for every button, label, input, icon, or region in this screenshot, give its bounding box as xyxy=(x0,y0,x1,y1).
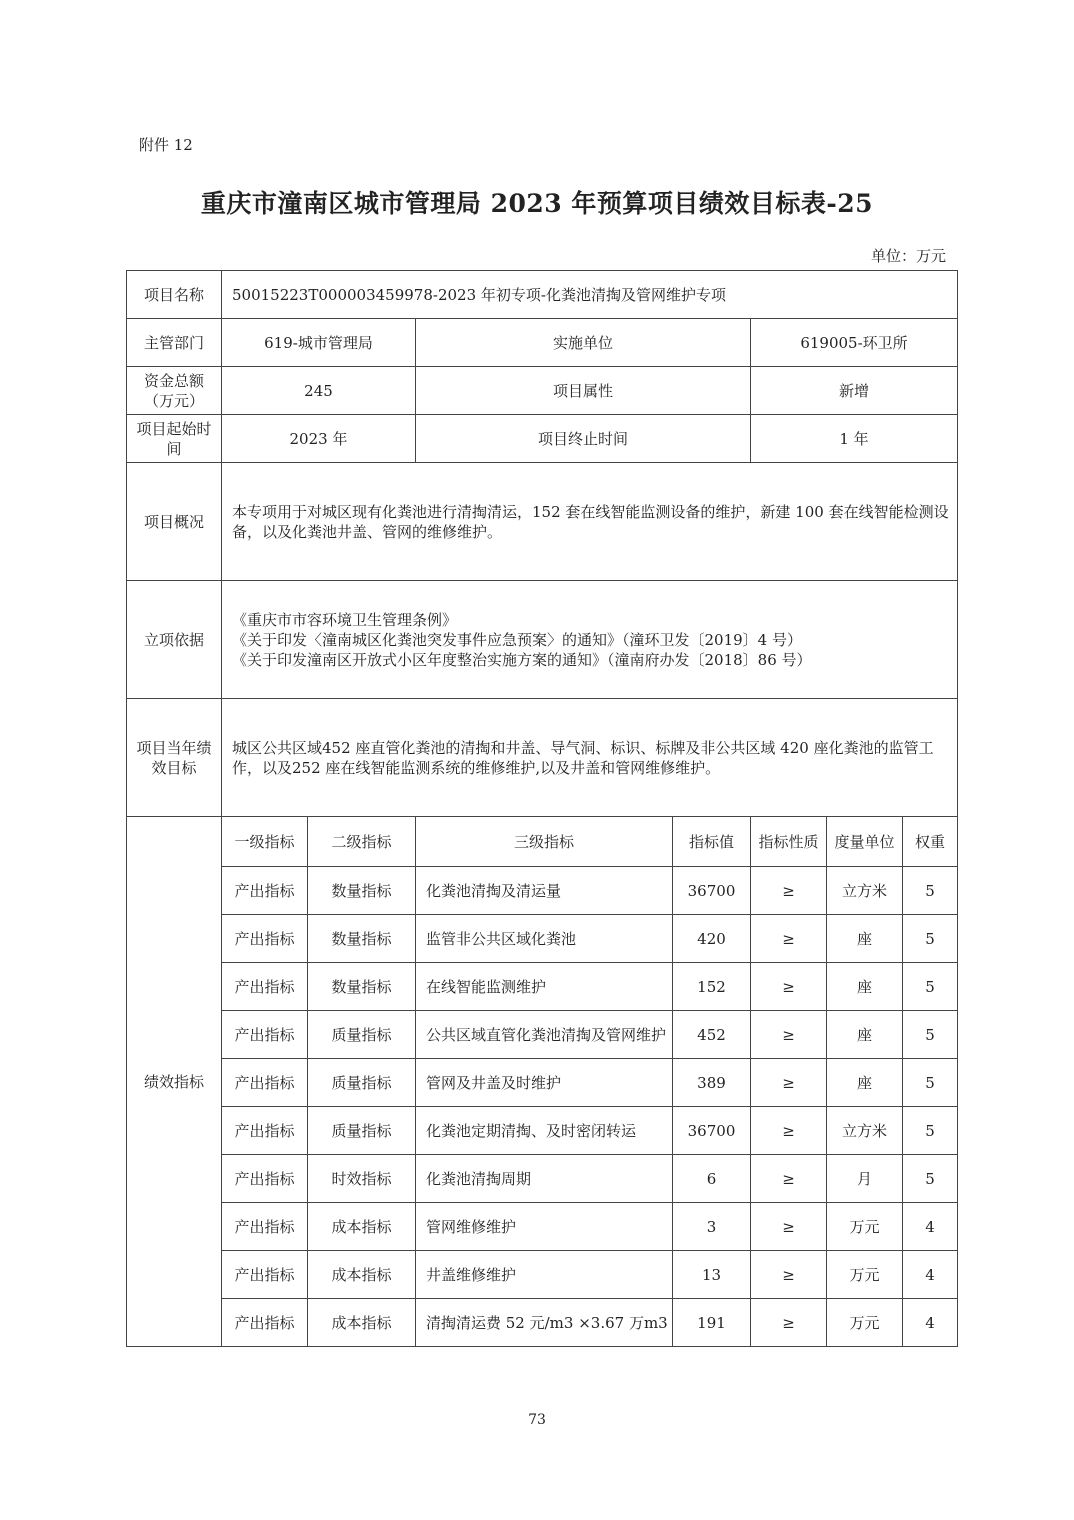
overview-text: 本专项用于对城区现有化粪池进行清掏清运，152 套在线智能监测设备的维护，新建 100 套在线智能检测设备，以及化粪池井盖、管网的维修维护。 xyxy=(222,463,958,581)
indicator-cell: 36700 xyxy=(673,1107,751,1155)
indicator-cell: 5 xyxy=(903,867,958,915)
indicator-cell: 座 xyxy=(827,915,903,963)
indicator-row xyxy=(127,1155,958,1203)
indicator-cell: 座 xyxy=(827,1011,903,1059)
indicator-cell: 产出指标 xyxy=(222,1155,308,1203)
indicator-cell: 井盖维修维护 xyxy=(416,1251,673,1299)
indicator-cell: 6 xyxy=(673,1155,751,1203)
indicator-cell: 420 xyxy=(673,915,751,963)
table-row xyxy=(127,271,958,319)
indicator-cell: 数量指标 xyxy=(308,915,416,963)
indicator-cell: 452 xyxy=(673,1011,751,1059)
indicator-cell: 产出指标 xyxy=(222,1299,308,1347)
page-number: 73 xyxy=(528,1412,546,1428)
indicator-row xyxy=(127,1299,958,1347)
indicator-row xyxy=(127,1059,958,1107)
indicator-cell: 万元 xyxy=(827,1203,903,1251)
basis-item: 《关于印发〈潼南城区化粪池突发事件应急预案〉的通知》（潼环卫发〔2019〕4 号） xyxy=(232,630,802,649)
indicator-header-row xyxy=(127,817,958,867)
impl-value: 619005-环卫所 xyxy=(751,319,958,367)
indicator-cell: 数量指标 xyxy=(308,963,416,1011)
indicator-row xyxy=(127,1251,958,1299)
indicator-cell: 4 xyxy=(903,1299,958,1347)
indicator-cell: 化粪池清掏周期 xyxy=(416,1155,673,1203)
project-name-label: 项目名称 xyxy=(127,271,222,319)
indicator-cell: ≥ xyxy=(751,1203,827,1251)
indicator-cell: 191 xyxy=(673,1299,751,1347)
page-title: 重庆市潼南区城市管理局 2023 年预算项目绩效目标表-25 xyxy=(200,189,874,218)
indicator-cell: 管网及井盖及时维护 xyxy=(416,1059,673,1107)
indicator-cell: 月 xyxy=(827,1155,903,1203)
indicator-row xyxy=(127,867,958,915)
impl-label: 实施单位 xyxy=(416,319,751,367)
indicator-cell: 成本指标 xyxy=(308,1203,416,1251)
table-row xyxy=(127,463,958,581)
indicator-cell: 产出指标 xyxy=(222,1251,308,1299)
indicator-cell: 13 xyxy=(673,1251,751,1299)
indicator-header-cell: 指标值 xyxy=(673,817,751,867)
indicator-row xyxy=(127,1107,958,1155)
indicator-cell: ≥ xyxy=(751,963,827,1011)
indicator-cell: 质量指标 xyxy=(308,1011,416,1059)
indicator-row xyxy=(127,963,958,1011)
indicator-cell: ≥ xyxy=(751,1251,827,1299)
attachment-label: 附件 12 xyxy=(139,136,193,154)
indicator-cell: 产出指标 xyxy=(222,915,308,963)
indicator-cell: 36700 xyxy=(673,867,751,915)
dept-label: 主管部门 xyxy=(127,319,222,367)
table-row xyxy=(127,581,958,699)
indicator-header-cell: 度量单位 xyxy=(827,817,903,867)
indicator-cell: 产出指标 xyxy=(222,867,308,915)
attr-label: 项目属性 xyxy=(416,367,751,415)
indicator-cell: 公共区域直管化粪池清掏及管网维护 xyxy=(416,1011,673,1059)
indicator-cell: 389 xyxy=(673,1059,751,1107)
goal-text: 城区公共区域452 座直管化粪池的清掏和井盖、导气洞、标识、标牌及非公共区域 420 座化粪池的监管工作，以及252 座在线智能监测系统的维修维护,以及井盖和管网维修维护。 xyxy=(222,699,958,817)
indicator-cell: ≥ xyxy=(751,1299,827,1347)
indicator-header-cell: 三级指标 xyxy=(416,817,673,867)
indicator-cell: 5 xyxy=(903,1155,958,1203)
indicator-cell: 座 xyxy=(827,1059,903,1107)
indicator-cell: 管网维修维护 xyxy=(416,1203,673,1251)
basis-label: 立项依据 xyxy=(127,581,222,699)
indicator-header-cell: 指标性质 xyxy=(751,817,827,867)
indicator-cell: 清掏清运费 52 元/m3 ×3.67 万m3 xyxy=(416,1299,673,1347)
funds-label: 资金总额（万元） xyxy=(127,367,222,415)
dept-value: 619-城市管理局 xyxy=(222,319,416,367)
indicator-cell: 5 xyxy=(903,1011,958,1059)
end-label: 项目终止时间 xyxy=(416,415,751,463)
indicator-cell: 万元 xyxy=(827,1251,903,1299)
funds-value: 245 xyxy=(222,367,416,415)
indicator-cell: 座 xyxy=(827,963,903,1011)
indicator-cell: ≥ xyxy=(751,867,827,915)
indicator-cell: ≥ xyxy=(751,915,827,963)
indicator-row xyxy=(127,915,958,963)
indicator-cell: 化粪池清掏及清运量 xyxy=(416,867,673,915)
indicator-cell: 数量指标 xyxy=(308,867,416,915)
indicator-cell: 产出指标 xyxy=(222,963,308,1011)
indicator-cell: 化粪池定期清掏、及时密闭转运 xyxy=(416,1107,673,1155)
indicator-cell: 产出指标 xyxy=(222,1059,308,1107)
indicator-cell: 5 xyxy=(903,963,958,1011)
indicator-cell: 质量指标 xyxy=(308,1107,416,1155)
indicator-cell: 立方米 xyxy=(827,867,903,915)
indicators-label: 绩效指标 xyxy=(127,817,222,1347)
table-row xyxy=(127,415,958,463)
indicator-cell: 在线智能监测维护 xyxy=(416,963,673,1011)
indicator-row xyxy=(127,1203,958,1251)
indicator-cell: 产出指标 xyxy=(222,1011,308,1059)
indicator-cell: 成本指标 xyxy=(308,1299,416,1347)
indicator-cell: 产出指标 xyxy=(222,1107,308,1155)
basis-item: 《关于印发潼南区开放式小区年度整治实施方案的通知》（潼南府办发〔2018〕86 号） xyxy=(232,650,812,669)
indicator-cell: 5 xyxy=(903,1107,958,1155)
basis-list xyxy=(222,581,958,699)
table-row xyxy=(127,699,958,817)
indicator-header-cell: 一级指标 xyxy=(222,817,308,867)
indicator-header-cell: 二级指标 xyxy=(308,817,416,867)
goal-label: 项目当年绩效目标 xyxy=(127,699,222,817)
indicator-cell: 5 xyxy=(903,915,958,963)
indicator-cell: 5 xyxy=(903,1059,958,1107)
end-value: 1 年 xyxy=(751,415,958,463)
overview-label: 项目概况 xyxy=(127,463,222,581)
project-name: 50015223T000003459978-2023 年初专项-化粪池清掏及管网维护专项 xyxy=(222,271,958,319)
indicator-cell: 成本指标 xyxy=(308,1251,416,1299)
indicator-cell: 万元 xyxy=(827,1299,903,1347)
indicator-cell: 质量指标 xyxy=(308,1059,416,1107)
indicator-cell: ≥ xyxy=(751,1059,827,1107)
basis-item: 《重庆市市容环境卫生管理条例》 xyxy=(232,610,458,629)
performance-table xyxy=(126,270,958,1347)
indicator-row xyxy=(127,1011,958,1059)
indicator-header-cell: 权重 xyxy=(903,817,958,867)
indicator-cell: 监管非公共区域化粪池 xyxy=(416,915,673,963)
attr-value: 新增 xyxy=(751,367,958,415)
indicator-cell: ≥ xyxy=(751,1011,827,1059)
indicator-cell: 152 xyxy=(673,963,751,1011)
indicator-cell: ≥ xyxy=(751,1155,827,1203)
unit-label: 单位：万元 xyxy=(870,247,946,265)
indicator-cell: 4 xyxy=(903,1251,958,1299)
indicator-cell: 产出指标 xyxy=(222,1203,308,1251)
indicator-cell: 时效指标 xyxy=(308,1155,416,1203)
indicator-cell: 4 xyxy=(903,1203,958,1251)
indicator-cell: ≥ xyxy=(751,1107,827,1155)
table-row xyxy=(127,319,958,367)
indicator-cell: 3 xyxy=(673,1203,751,1251)
start-label: 项目起始时间 xyxy=(127,415,222,463)
start-value: 2023 年 xyxy=(222,415,416,463)
indicator-cell: 立方米 xyxy=(827,1107,903,1155)
table-row xyxy=(127,367,958,415)
